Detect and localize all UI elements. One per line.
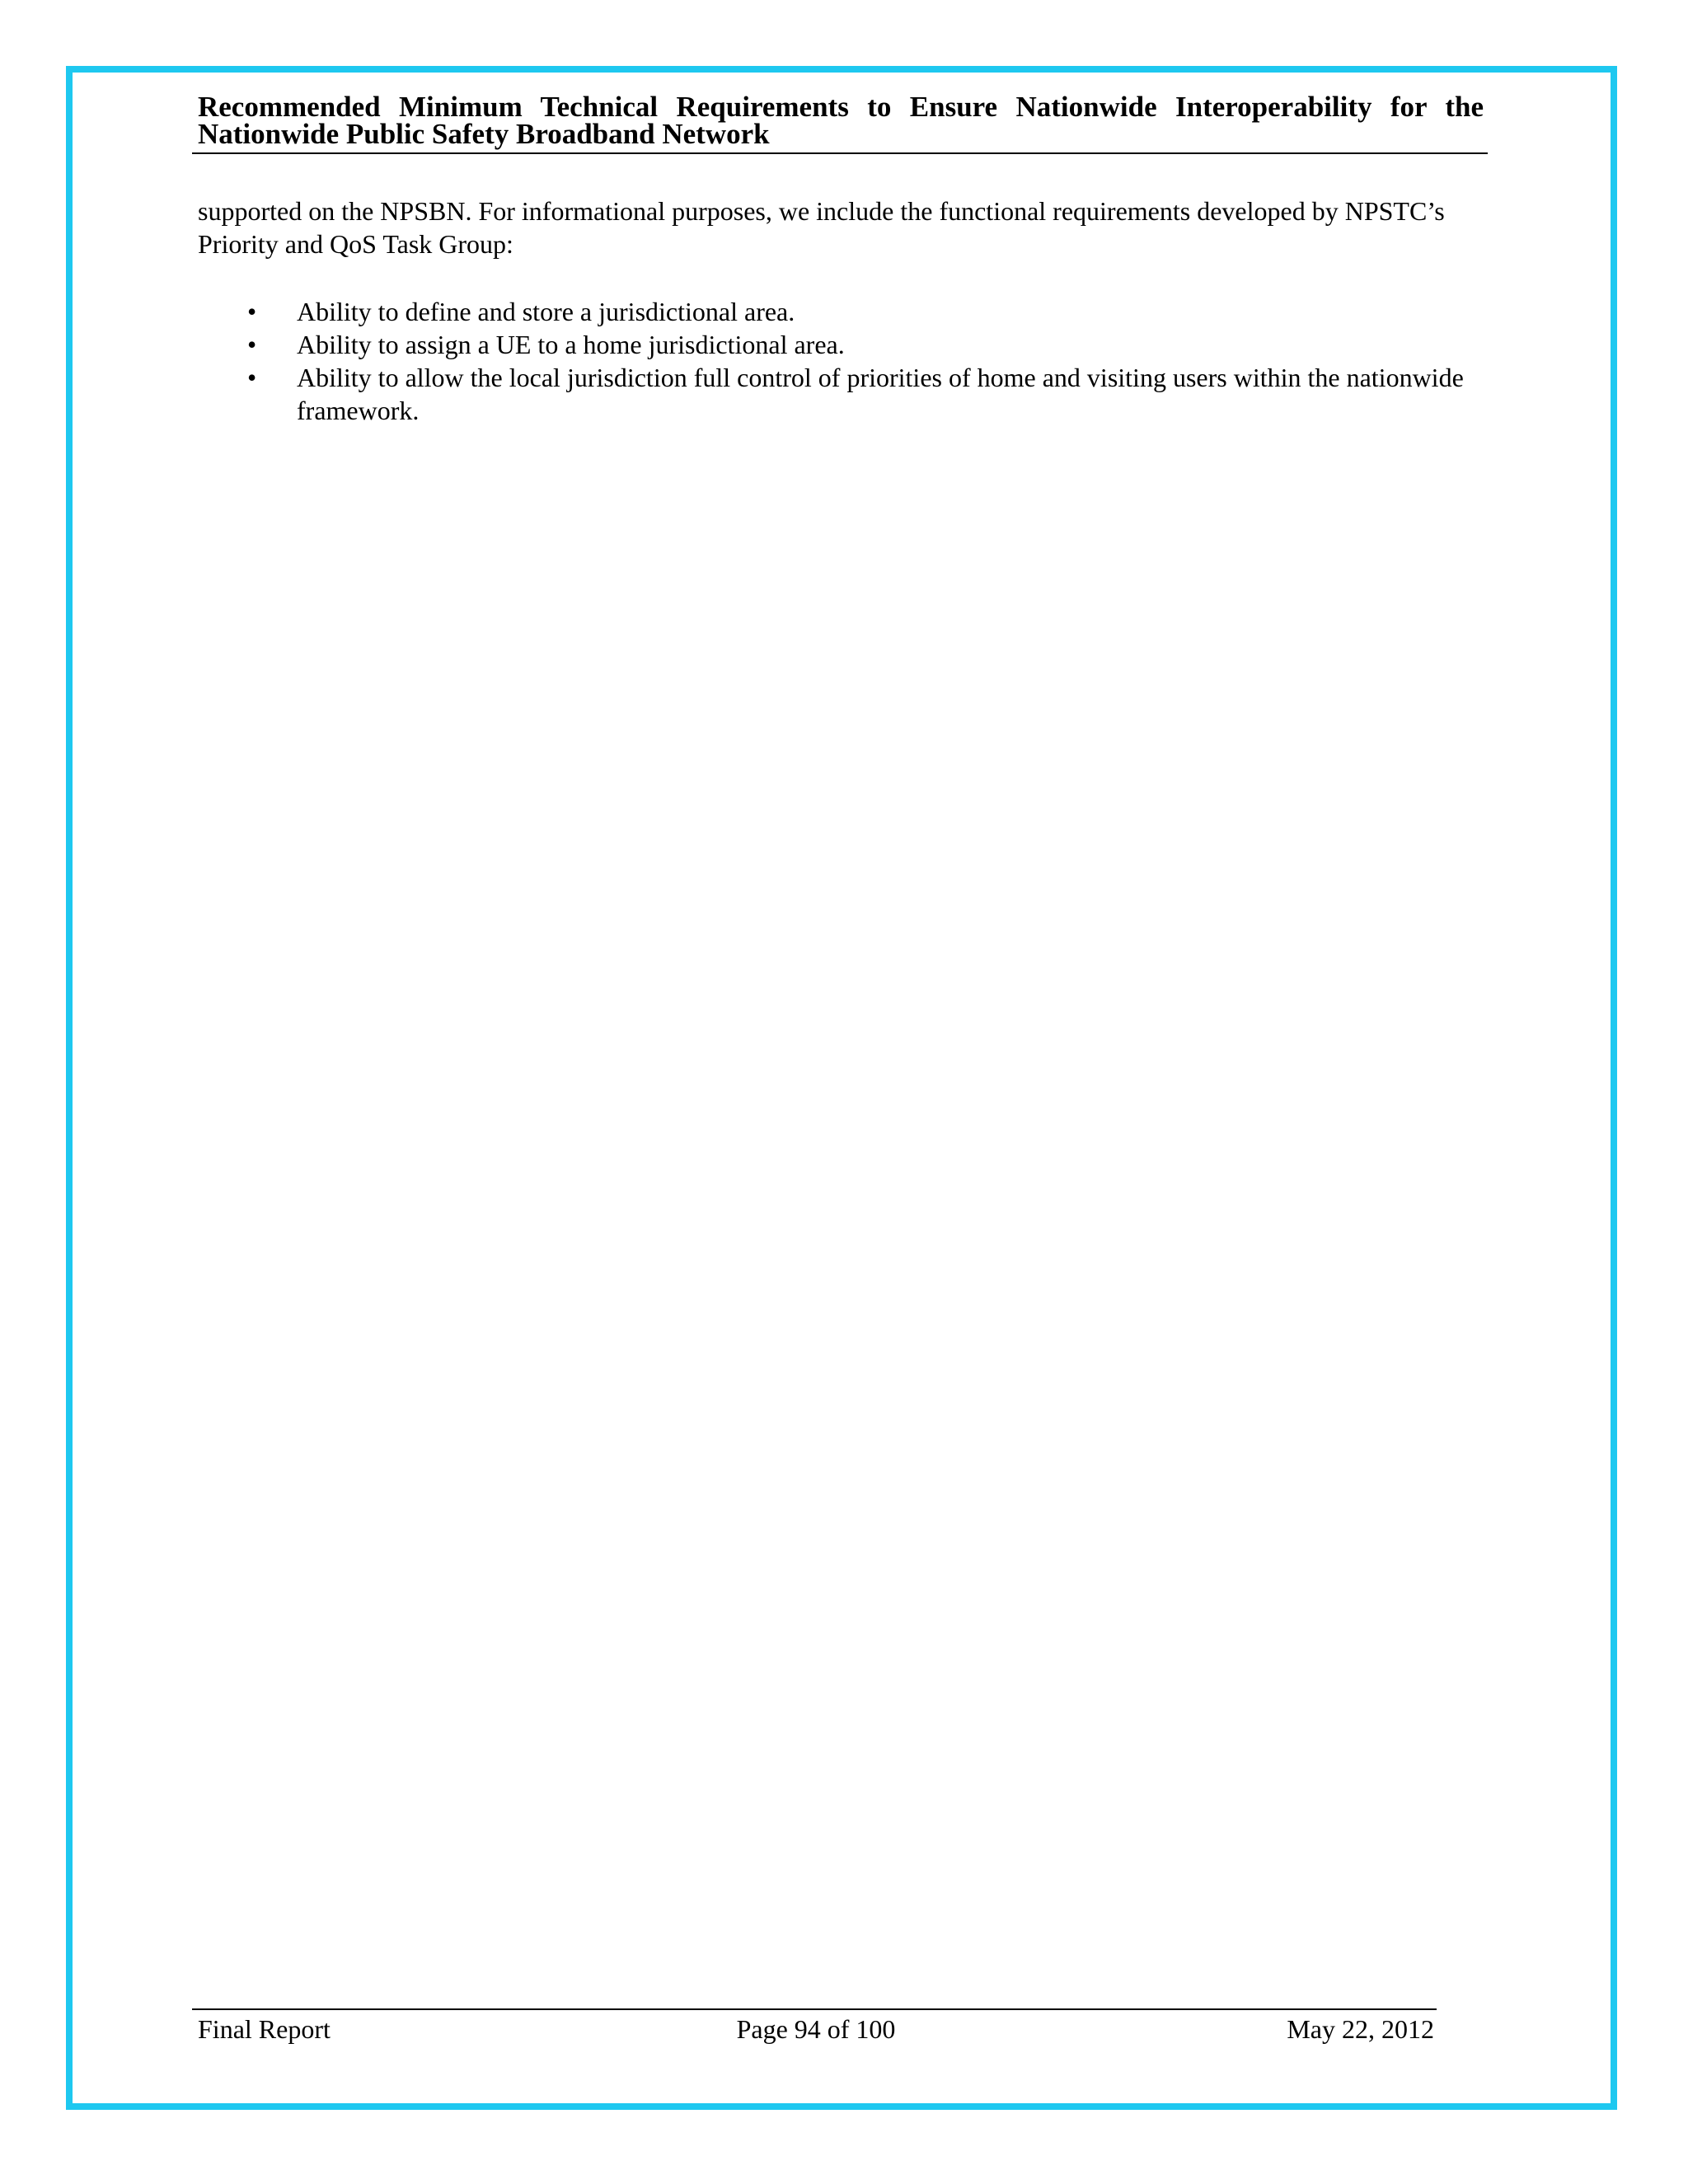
list-item-text: Ability to allow the local jurisdiction full control of priorities of home and visiting users within the nationwide framework. bbox=[297, 363, 1464, 425]
document-header-title: Recommended Minimum Technical Requirements to Ensure Nationwide Interoperability for the Nationwide Public Safety Broadband Network bbox=[198, 91, 1484, 150]
footer-report-label: Final Report bbox=[198, 2014, 331, 2044]
list-item-text: Ability to assign a UE to a home jurisdictional area. bbox=[297, 330, 845, 359]
list-item bbox=[198, 361, 1467, 427]
list-item bbox=[198, 328, 1467, 361]
page-footer bbox=[198, 2011, 1434, 2047]
list-item-text: Ability to define and store a jurisdictional area. bbox=[297, 297, 795, 326]
list-item bbox=[198, 295, 1467, 328]
footer-page-number: Page 94 of 100 bbox=[736, 2014, 896, 2044]
footer-divider bbox=[192, 2008, 1437, 2010]
header-divider bbox=[192, 152, 1488, 154]
requirements-list bbox=[198, 295, 1467, 427]
bullet-icon: • bbox=[247, 363, 257, 392]
body-paragraph: supported on the NPSBN. For informational purposes, we include the functional requirements developed by NPSTC’s Priority and QoS Task Group: bbox=[198, 196, 1445, 259]
footer-date: May 22, 2012 bbox=[1287, 2014, 1434, 2044]
bullet-icon: • bbox=[247, 297, 257, 326]
bullet-icon: • bbox=[247, 330, 257, 359]
